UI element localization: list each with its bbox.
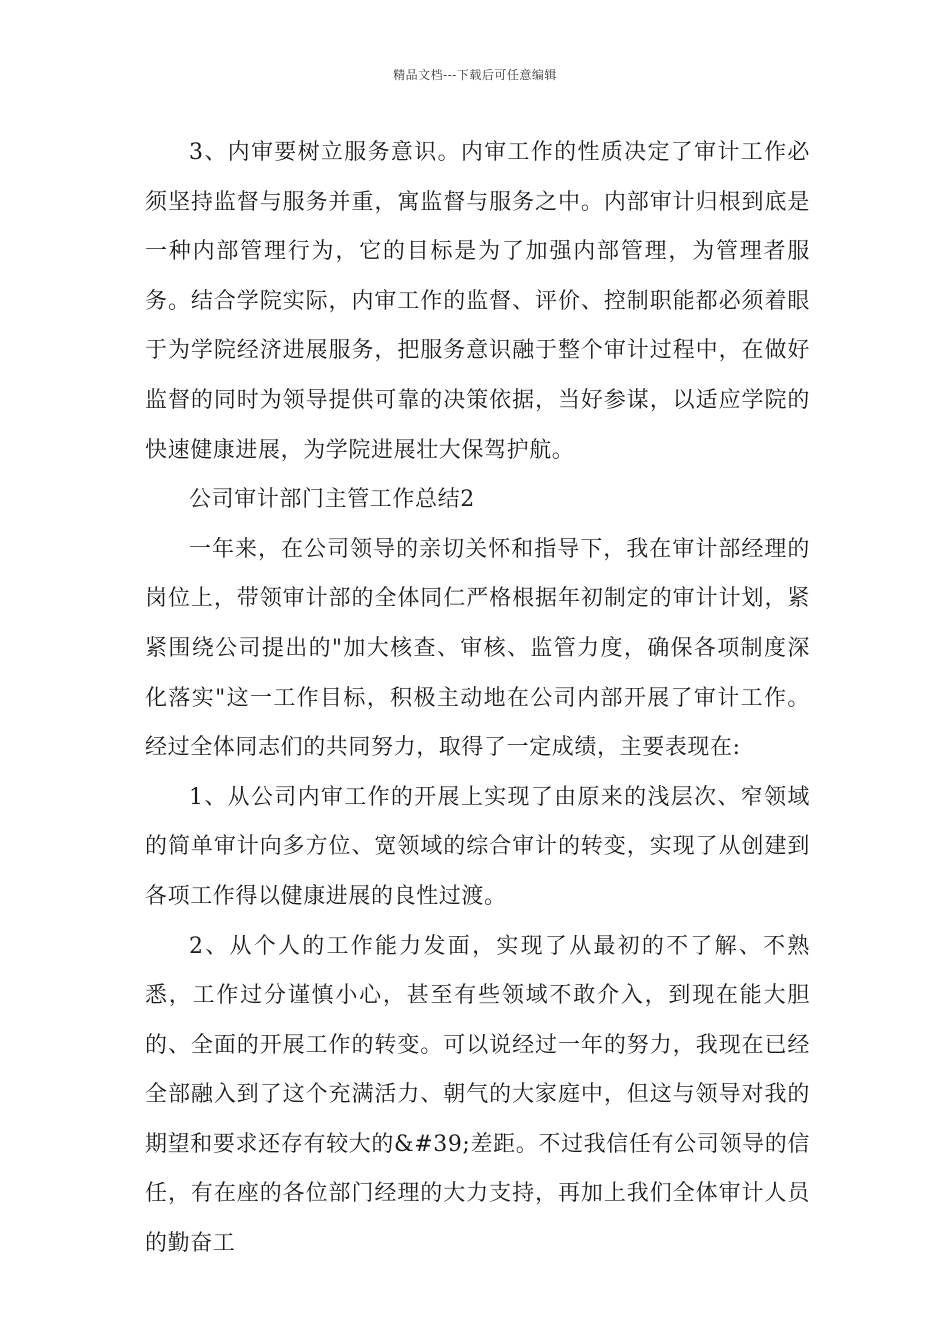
document-body bbox=[145, 128, 810, 1269]
section-title: 公司审计部门主管工作总结2 bbox=[189, 487, 475, 513]
paragraph-point-1: 1、从公司内审工作的开展上实现了由原来的浅层次、窄领域的简单审计向多方位、宽领域的综合审计的转变，实现了从创建到各项工作得以健康进展的良性过渡。 bbox=[145, 784, 810, 909]
paragraph-point-2: 2、从个人的工作能力发面，实现了从最初的不了解、不熟悉，工作过分谨慎小心，甚至有些领域不敢介入，到现在能大胆的、全面的开展工作的转变。可以说经过一年的努力，我现在已经全部融入到了这个充满活力、朝气的大家庭中，但这与领导对我的期望和要求还存有较大的&#39;差距。不过我信任有公司领导的信任，有在座的各位部门经理的大力支持，再加上我们全体审计人员的勤奋工 bbox=[145, 933, 810, 1257]
paragraph-intro: 一年来，在公司领导的亲切关怀和指导下，我在审计部经理的岗位上，带领审计部的全体同仁严格根据年初制定的审计计划，紧紧围绕公司提出的"加大核查、审核、监管力度，确保各项制度深化落实"这一工作目标，积极主动地在公司内部开展了审计工作。经过全体同志们的共同努力，取得了一定成绩，主要表现在: bbox=[145, 536, 810, 761]
paragraph-service-awareness: 3、内审要树立服务意识。内审工作的性质决定了审计工作必须坚持监督与服务并重，寓监督与服务之中。内部审计归根到底是一种内部管理行为，它的目标是为了加强内部管理，为管理者服务。结合学院实际，内审工作的监督、评价、控制职能都必须着眼于为学院经济进展服务，把服务意识融于整个审计过程中，在做好监督的同时为领导提供可靠的决策依据，当好参谋，以适应学院的快速健康进展，为学院进展壮大保驾护航。 bbox=[145, 140, 810, 463]
document-header: 精品文档---下载后可任意编辑 bbox=[393, 68, 557, 82]
